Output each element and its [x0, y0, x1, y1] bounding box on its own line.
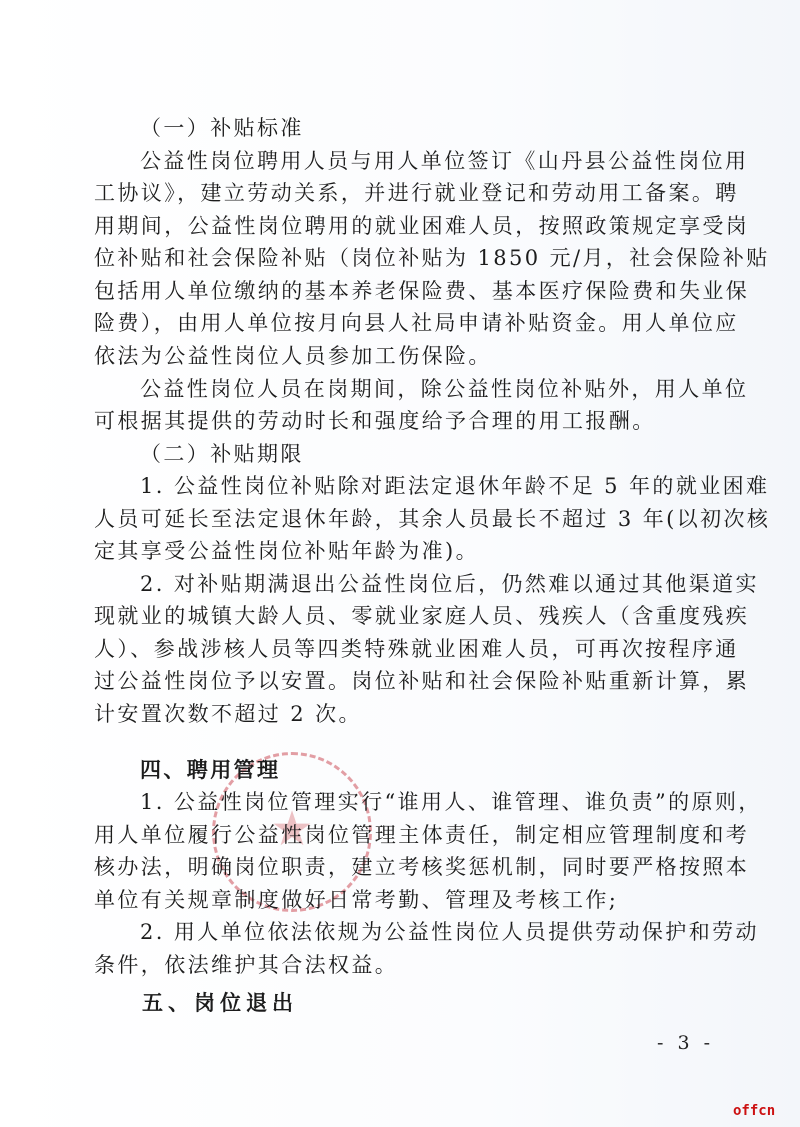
paragraph-line: 险费），由用人单位按月向县人社局申请补贴资金。用人单位应 [94, 311, 739, 335]
section-heading-position-exit: 五、岗位退出 [142, 991, 298, 1015]
paragraph-line: 公益性岗位聘用人员与用人单位签订《山丹县公益性岗位用 [140, 149, 749, 173]
paragraph-line: 2. 对补贴期满退出公益性岗位后，仍然难以通过其他渠道实 [140, 572, 759, 596]
paragraph-line: 工协议》，建立劳动关系，并进行就业登记和劳动用工备案。聘 [94, 181, 739, 205]
paragraph-line: 1. 公益性岗位补贴除对距法定退休年龄不足 5 年的就业困难 [140, 474, 770, 498]
paragraph-line: 包括用人单位缴纳的基本养老保险费、基本医疗保险费和失业保 [94, 279, 750, 303]
subheading-subsidy-period: （二）补贴期限 [140, 442, 304, 466]
paragraph-line: 可根据其提供的劳动时长和强度给予合理的用工报酬。 [94, 409, 656, 433]
paragraph-line: 位补贴和社会保险补贴（岗位补贴为 1850 元/月，社会保险补贴 [94, 246, 770, 270]
page-number: - 3 - [657, 1032, 715, 1054]
paragraph-line: 人）、参战涉核人员等四类特殊就业困难人员，可再次按程序通 [94, 637, 739, 661]
paragraph-line: 定其享受公益性岗位补贴年龄为准)。 [94, 539, 479, 563]
paragraph-line: 1. 公益性岗位管理实行“谁用人、谁管理、谁负责”的原则， [140, 790, 762, 814]
section-heading-employment-management: 四、聘用管理 [140, 758, 281, 782]
paragraph-line: 现就业的城镇大龄人员、零就业家庭人员、残疾人（含重度残疾 [94, 604, 750, 628]
paragraph-line: 计安置次数不超过 2 次。 [94, 702, 362, 726]
paragraph-line: 依法为公益性岗位人员参加工伤保险。 [94, 344, 492, 368]
paragraph-line: 用人单位履行公益性岗位管理主体责任，制定相应管理制度和考 [94, 823, 750, 847]
paragraph-line: 过公益性岗位予以安置。岗位补贴和社会保险补贴重新计算，累 [94, 669, 750, 693]
paragraph-line: 用期间，公益性岗位聘用的就业困难人员，按照政策规定享受岗 [94, 214, 750, 238]
paragraph-line: 公益性岗位人员在岗期间，除公益性岗位补贴外，用人单位 [140, 377, 749, 401]
paragraph-line: 单位有关规章制度做好日常考勤、管理及考核工作; [94, 888, 619, 912]
paragraph-line: 人员可延长至法定退休年龄，其余人员最长不超过 3 年(以初次核 [94, 507, 771, 531]
paragraph-line: 2. 用人单位依法依规为公益性岗位人员提供劳动保护和劳动 [140, 920, 759, 944]
paragraph-line: 条件，依法维护其合法权益。 [94, 953, 399, 977]
subheading-subsidy-standard: （一）补贴标准 [140, 116, 304, 140]
watermark-logo: offcn [733, 1103, 776, 1119]
paragraph-line: 核办法，明确岗位职责，建立考核奖惩机制，同时要严格按照本 [94, 855, 750, 879]
